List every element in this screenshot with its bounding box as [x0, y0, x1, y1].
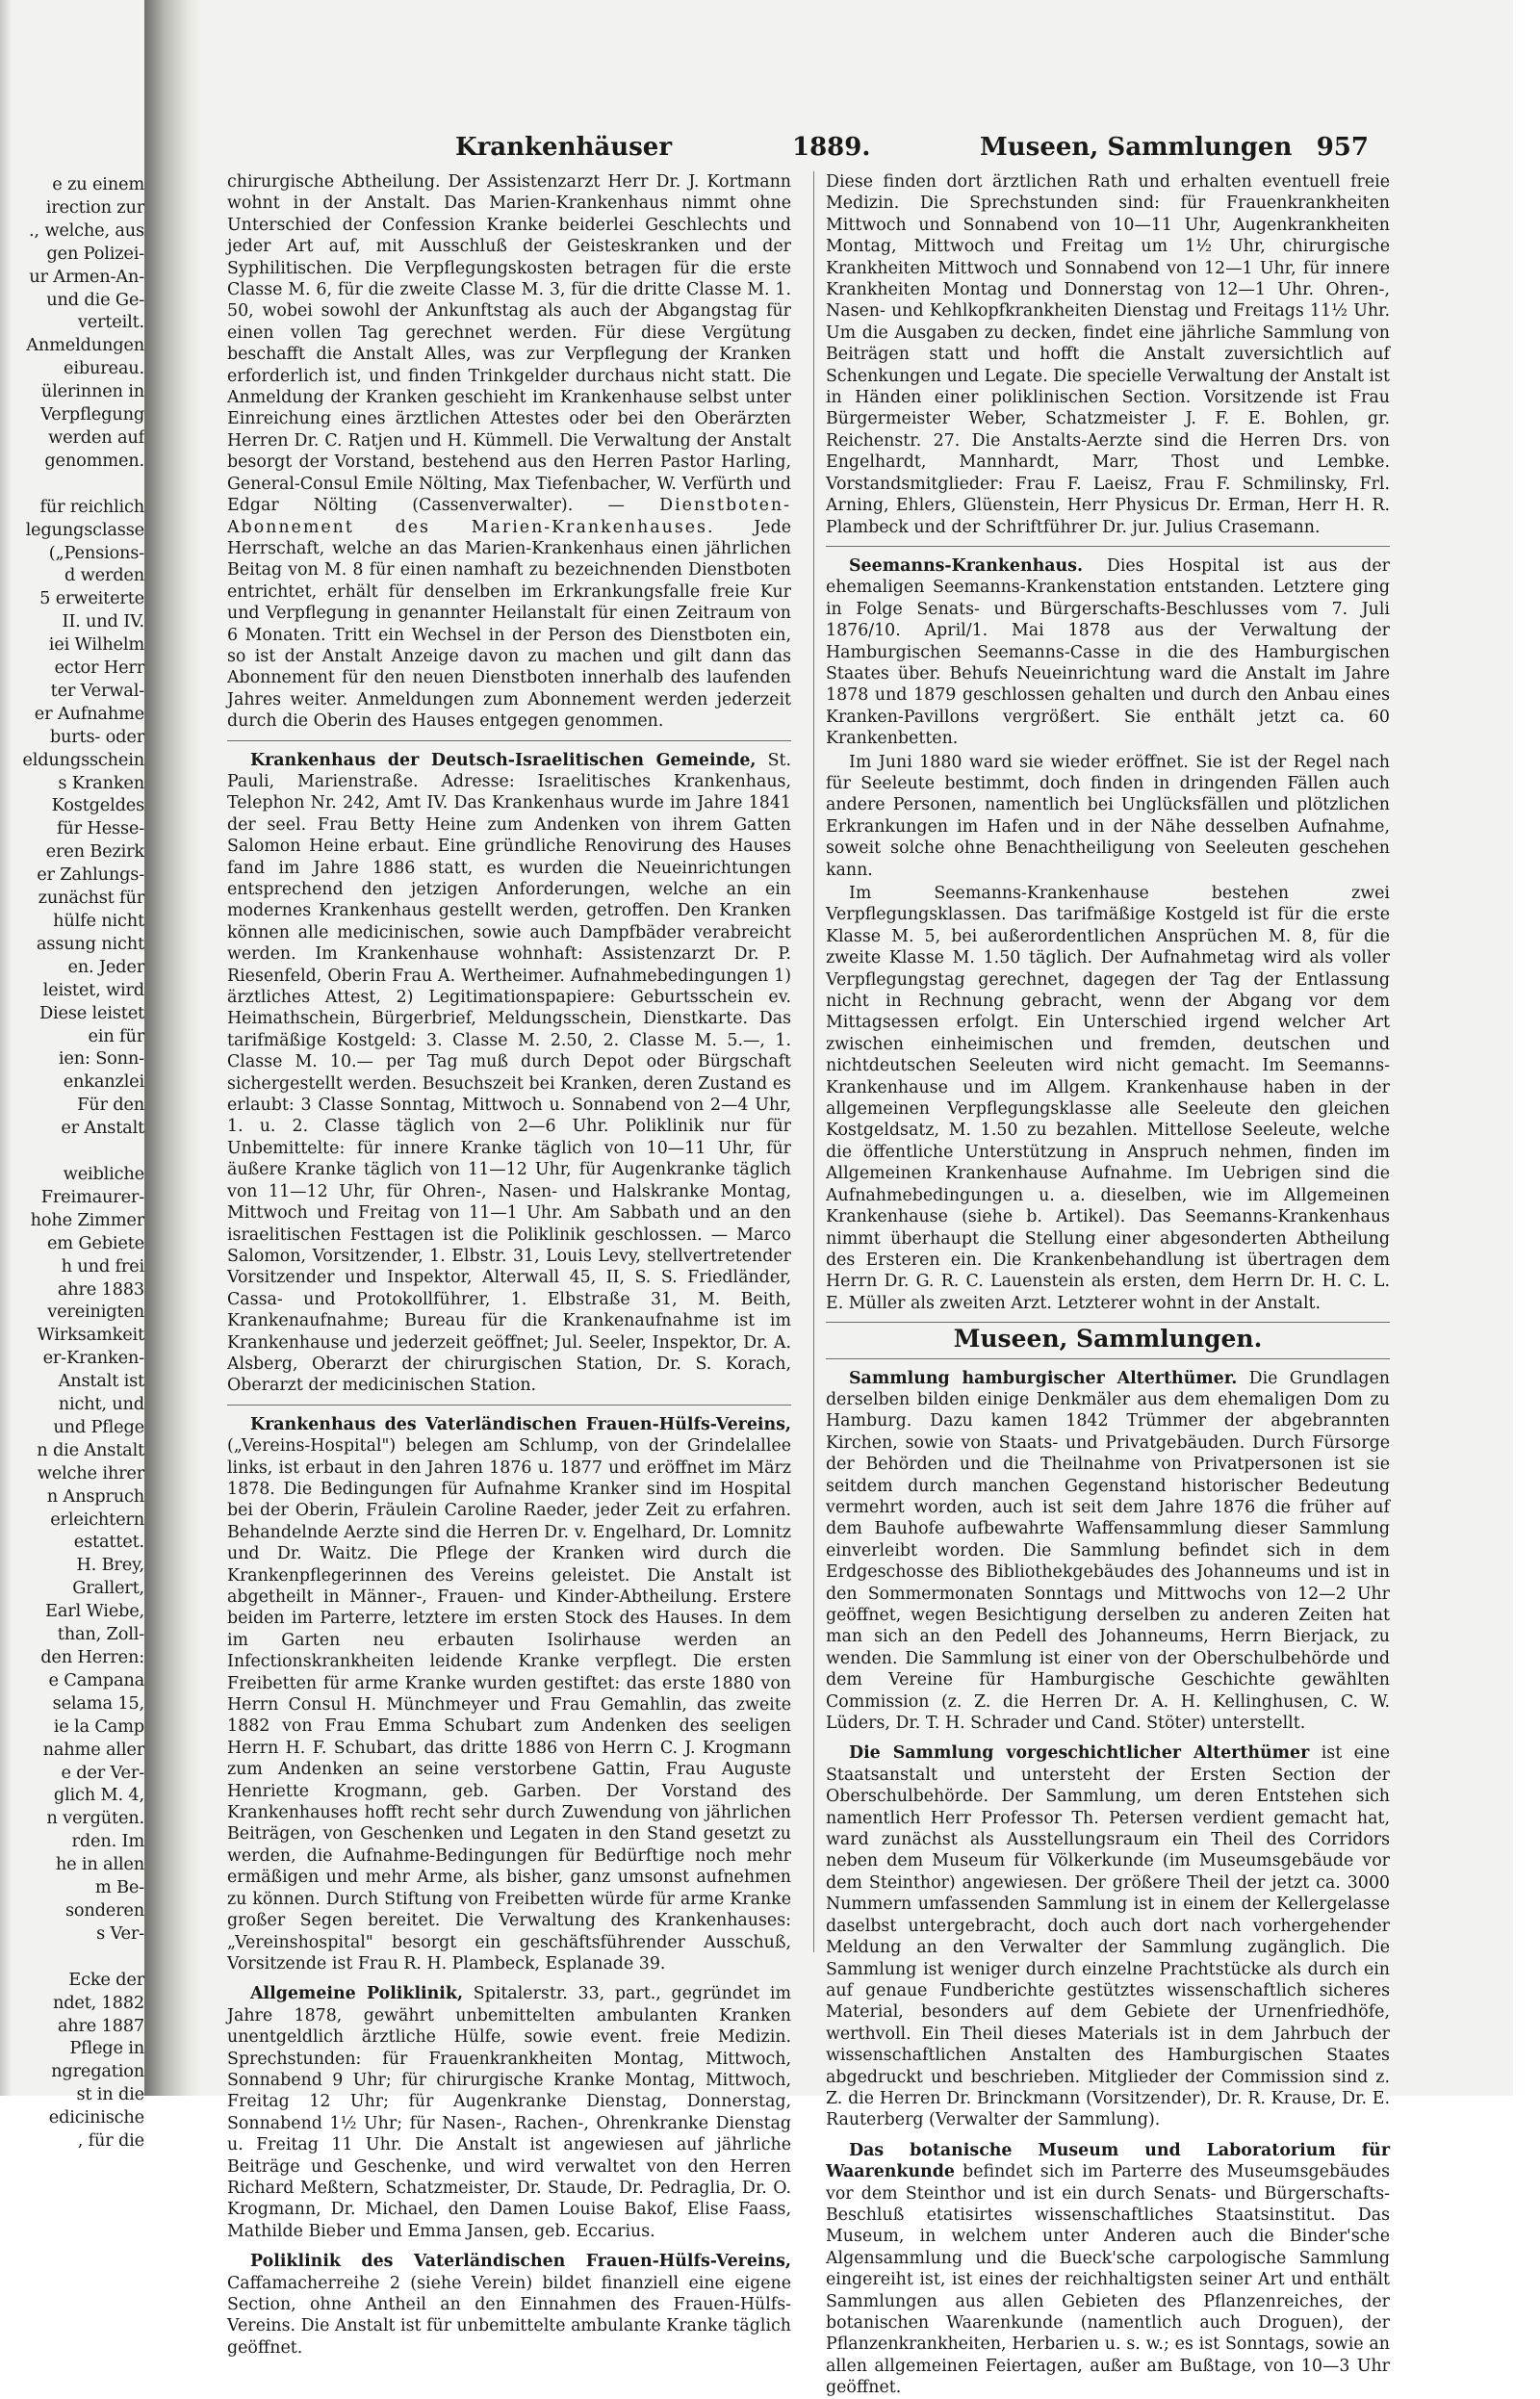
- previous-page-line: glich M. 4,: [53, 1785, 144, 1806]
- section-divider: [826, 1322, 1390, 1323]
- entry-text: Caffamacherreihe 2 (siehe Verein) bildet finanziell eine eigene Section, ohne Antheil an den Einnahmen des Frauen-Hülfs-Vereins. Die Anstalt ist für unbemittelte ambulante Kranke täglich geöffnet.: [227, 2273, 791, 2358]
- previous-page-line: leistet, wird: [42, 979, 144, 1000]
- previous-page-line: n Anspruch: [46, 1485, 144, 1507]
- entry-divider: [227, 740, 791, 741]
- header-year: 1889.: [792, 133, 871, 162]
- section-divider: [826, 1358, 1390, 1359]
- previous-page-line: he in allen: [55, 1854, 144, 1875]
- previous-page-line: st in die: [76, 2084, 144, 2105]
- previous-page-line: Wirksamkeit: [37, 1325, 144, 1346]
- previous-page-line: Freimaurer-: [40, 1186, 144, 1207]
- previous-page-line: edicinische: [48, 2107, 144, 2128]
- entry-heading: Poliklinik des Vaterländischen Frauen-Hülfs-Vereins,: [250, 2252, 791, 2272]
- previous-page-line: , für die: [77, 2130, 144, 2152]
- previous-page-line: er Anstalt: [61, 1118, 144, 1139]
- entry-marien-krankenhaus: [227, 171, 791, 733]
- previous-page-line: hülfe nicht: [53, 911, 144, 931]
- previous-page-line: Anmeldungen: [26, 335, 144, 356]
- previous-page-line: en. Jeder: [67, 956, 144, 977]
- entry-paragraph: Im Seemanns-Krankenhause bestehen zwei Verpflegungsklassen. Das tarifmäßige Kostgeld ist für die erste Klasse M. 5, bei außerordentlichen Ansprüchen M. 8, für die zweite Klasse M. 1.50 täglich. Der Aufnahmetag wird als voller Verpflegungstag gerechnet, dagegen der Tag der Entlassung nicht in Rechnung gebracht, wenn der Abgang vor dem Mittagsessen erfolgt. Ein Unterschied irgend welcher Art zwischen einheimischen und fremden, deutschen und nichtdeutschen Seeleuten wird nicht gemacht. Im Seemanns-Krankenhause und im Allgem. Krankenhause haben in der allgemeinen Verpflegungsklasse alle Seeleute den gleichen Kostgeldsatz, M. 1.50 zu bezahlen. Mittellose Seeleute, welche die öffentliche Unterstützung in Anspruch nehmen, finden im Allgemeinen Krankenhause Aufnahme. Im Uebrigen sind die Aufnahmebedingungen u. a. dieselben, wie im Allgemeinen Krankenhause (siehe b. Artikel). Das Seemanns-Krankenhaus nimmt überhaupt die Stellung einer abgesonderten Abtheilung des Ersteren ein. Die Krankenbehandlung ist übertragen dem Herrn Dr. G. R. C. Lauenstein als ersten, dem Herrn Dr. H. C. L. E. Müller als zweiten Arzt. Letzterer wohnt in der Anstalt.: [826, 884, 1390, 1313]
- entry-text: ist eine Staatsanstalt und untersteht der Ersten Section der Oberschulbehörde. Der Sammlung, um deren Entstehen sich namentlich Herr Professor Th. Petersen verdient gemacht hat, ward zunächst als Ausstellungsraum ein Theil des Corridors neben dem Museum für Völkerkunde (im Museumsgebäude vor dem Steinthor) angewiesen. Der größere Theil der jetzt ca. 3000 Nummern umfassenden Sammlung ist in einem der Kellergelasse daselbst untergebracht, doch auch dort nach vorhergehender Meldung an den Verwalter der Sammlung zugänglich. Die Sammlung ist weniger durch einzelne Prachtstücke als durch ein auf genaue Fundberichte gestütztes wissenschaftlich sicheres Material, besonders auf dem Gebiete der Urnenfriedhöfe, werthvoll. Ein Theil dieses Materials ist in dem Jahrbuch der wissenschaftlichen Anstalten des Hamburgischen Staates abgedruckt und beschrieben. Mitglieder der Commission sind z. Z. die Herren Dr. Brinckmann (Vorsitzender), Dr. R. Krause, Dr. E. Rauterberg (Verwalter der Sammlung).: [826, 1743, 1390, 2130]
- left-column: [227, 171, 791, 2358]
- entry-israelitisches-krankenhaus: [227, 750, 791, 1397]
- previous-page-line: ter Verwal-: [50, 680, 144, 701]
- previous-page-line: em Gebiete: [46, 1232, 144, 1253]
- previous-page-line: er-Kranken-: [42, 1348, 144, 1369]
- entry-text: chirurgische Abtheilung. Der Assistenzarzt Herr Dr. J. Kortmann wohnt in der Anstalt. Das Marien-Krankenhaus nimmt ohne Unterschied der Confession Kranke beiderlei Geschlechts und jeder Art auf, mit Ausschluß der Geisteskranken und der Syphilitischen. Die Verpflegungskosten betragen für die erste Classe M. 6, für die zweite Classe M. 3, für die dritte Classe M. 1. 50, wobei sowohl der Ankunftstag als auch der Abgangstag für einen vollen Tag gerechnet werden. Für diese Vergütung beschafft die Anstalt Alles, was zur Verpflegung der Kranken erforderlich ist, und finden Trinkgelder durchaus nicht statt. Die Anmeldung der Kranken geschieht im Krankenhause selbst unter Einreichung eines ärztlichen Attestes oder bei den Oberärzten Herren Dr. C. Ratjen und H. Kümmell. Die Verwaltung der Anstalt besorgt der Vorstand, bestehend aus den Herren Pastor Harling, General-Consul Emile Nölting, Max Tiefenbacher, W. Verfürth und Edgar Nölting (Cassenverwalter). —: [227, 172, 791, 516]
- right-column: [826, 171, 1390, 2398]
- previous-page-line: ngregation: [51, 2061, 144, 2082]
- previous-page-line: legungsclasse: [25, 519, 144, 540]
- entry-heading: Das botanische Museum und Laboratorium für Waarenkunde: [826, 2140, 1390, 2182]
- entry-allgemeine-poliklinik: [227, 1983, 791, 2242]
- previous-page-line: enkanzlei: [63, 1071, 144, 1093]
- column-rule: [813, 171, 814, 1952]
- entry-heading: Krankenhaus der Deutsch-Israelitischen Gemeinde,: [250, 750, 757, 770]
- previous-page-line: ahre 1883: [57, 1278, 144, 1300]
- entry-heading: Die Sammlung vorgeschichtlicher Alterthümer: [849, 1743, 1310, 1764]
- section-title-museen: Museen, Sammlungen.: [953, 1325, 1263, 1354]
- entry-text: befindet sich im Parterre des Museumsgebäudes vor dem Steinthor und ist ein durch Senats- und Bürgerschafts-Beschluß etatisirtes wissenschaftliches Staatsinstitut. Das Museum, in welchem unter Anderen auch die Binder'sche Algensammlung und die Bueck'sche carpologische Sammlung eingereiht ist, ist eines der reichhaltigsten seiner Art und enthält Sammlungen aus allen Gebieten des Pflanzenreiches, der botanischen Waarenkunde (namentlich auch Droguen), der Pflanzenkrankheiten, Herbarien u. s. w.; es ist Sonntags, sowie an allen allgemeinen Feiertagen, außer am Bußtage, von 10—3 Uhr geöffnet.: [826, 2162, 1390, 2398]
- entry-heading: Sammlung hamburgischer Alterthümer.: [849, 1368, 1238, 1388]
- previous-page-fragment: [10, 173, 144, 2152]
- previous-page-line: hohe Zimmer: [30, 1209, 144, 1230]
- previous-page-line: Anstalt ist: [58, 1371, 144, 1392]
- previous-page-line: Kostgeldes: [51, 795, 144, 816]
- running-header: [229, 133, 1369, 166]
- previous-page-line: verteilt.: [77, 312, 144, 333]
- previous-page-line: e Campana: [48, 1669, 144, 1690]
- previous-page-line: eren Bezirk: [45, 841, 144, 863]
- previous-page-line: eldungsschein: [22, 749, 144, 770]
- entry-botanisches-museum: [826, 2140, 1390, 2399]
- entry-paragraph: Im Juni 1880 ward sie wieder eröffnet. Sie ist der Regel nach für Seeleute bestimmt, doch finden in dringenden Fällen auch andere Personen, namentlich bei Unglücksfällen und plötzlichen Erkrankungen im Hafen und in der Nähe desselben Aufnahme, soweit solche ohne Benachtheiligung von Seeleuten geschehen kann.: [826, 752, 1390, 880]
- previous-page-line: n die Anstalt: [37, 1439, 144, 1460]
- previous-page-line: H. Brey,: [76, 1555, 144, 1576]
- previous-page-line: vereinigten: [47, 1302, 144, 1323]
- header-section-right: Museen, Sammlungen: [980, 133, 1293, 162]
- previous-page-line: nahme aller: [42, 1739, 144, 1760]
- previous-page-line: n vergüten.: [46, 1808, 144, 1829]
- previous-page-line: ahre 1887: [57, 2015, 144, 2036]
- previous-page-line: eibureau.: [64, 358, 144, 379]
- previous-page-line: zunächst für: [38, 888, 144, 909]
- previous-page-line: welche ihrer: [37, 1462, 144, 1483]
- entry-text: Jede Herrschaft, welche an das Marien-Krankenhaus einen jährlichen Beitag von M. 8 für einen namhaft zu bezeichnenden Dienstboten entrichtet, erhält für denselben im Erkrankungsfalle freie Kur und Verpflegung in genannter Heilanstalt für einen Zeitraum von 6 Monaten. Tritt ein Wechsel in der Person des Dienstboten ein, so ist der Anstalt Anzeige davon zu machen und gilt dann das Abonnement für den neuen Dienstboten innerhalb des laufenden Jahres weiter. Anmeldungen zum Abonnement werden jederzeit durch die Oberin des Hauses entgegen genommen.: [227, 517, 791, 732]
- entry-subheading: Dienstboten-Abonnement des Marien-Krankenhauses.: [227, 496, 791, 537]
- previous-page-line: selama 15,: [52, 1692, 144, 1714]
- entry-vereins-hospital: [227, 1414, 791, 1975]
- previous-page-line: d werden: [64, 565, 144, 586]
- entry-vorgeschichtliche-alterthuemer: [826, 1742, 1390, 2130]
- previous-page-line: gen Polizei-: [46, 243, 144, 264]
- previous-page-line: estattet.: [73, 1532, 144, 1553]
- previous-page-line: Für den: [77, 1095, 144, 1116]
- entry-text: Spitalerstr. 33, part., gegründet im Jahre 1878, gewährt unbemittelten ambulanten Kranken unentgeldlich ärztliche Hülfe, sowie event. freie Medizin. Sprechstunden: für Frauenkrankheiten Montag, Mittwoch, Sonnabend 9 Uhr; für chirurgische Kranke Montag, Mittwoch, Freitag 12 Uhr; für Augenkranke Dienstag, Donnerstag, Sonnabend 1½ Uhr; für Nasen-, Rachen-, Ohrenkranke Dienstag u. Freitag 11 Uhr. Die Anstalt ist angewiesen auf jährliche Beiträge und Geschenke, und wird verwaltet von den Herren Richard Meßtern, Schatzmeister, Dr. Staude, Dr. Pedraglia, Dr. O. Krogmann, Dr. Michael, den Damen Louise Bakof, Elise Faass, Mathilde Bieber und Emma Jansen, geb. Eccarius.: [227, 1984, 791, 2241]
- previous-page-line: ector Herr: [54, 658, 144, 679]
- entry-poliklinik-continued: [826, 171, 1390, 538]
- previous-page-line: than, Zoll-: [57, 1624, 144, 1645]
- previous-page-line: assung nicht: [36, 933, 144, 954]
- previous-page-line: [10, 1946, 144, 1969]
- entry-text: St. Pauli, Marienstraße. Adresse: Israelitisches Krankenhaus, Telephon Nr. 242, Amt IV. Das Krankenhaus wurde im Jahre 1841 der seel. Frau Betty Heine zum Andenken von ihrem Gatten Salomon Heine erbaut. Eine gründliche Renovirung des Hauses fand im Jahre 1886 statt, es wurden die Neueinrichtungen entsprechend den jetzigen Anforderungen, welche an ein modernes Krankenhaus gestellt werden, getroffen. Den Kranken können alle medicinischen, sowie auch Dampfbäder verabreicht werden. Im Krankenhause wohnhaft: Assistenzarzt Dr. P. Riesenfeld, Oberin Frau A. Wertheimer. Aufnahmebedingungen 1) ärztliches Attest, 2) Legitimationspapiere: Geburtsschein ev. Heimathschein, Bürgerbrief, Meldungsschein, Dienstkarte. Das tarifmäßige Kostgeld: 3. Classe M. 2.50, 2. Classe M. 5.—, 1. Classe M. 10.— per Tag muß durch Depot oder Bürgschaft sichergestellt werden. Besuchszeit bei Kranken, deren Zustand es erlaubt: 3 Classe Sonntag, Mittwoch u. Sonnabend von 2—4 Uhr, 1. u. 2. Classe täglich von 2—6 Uhr. Poliklinik nur für Unbemittelte: für innere Kranke täglich von 10—11 Uhr, für äußere Kranke täglich von 11—12 Uhr, für Augenkranke täglich von 11—12 Uhr, für Ohren-, Nasen- und Halskranke Montag, Mittwoch und Freitag von 11—1 Uhr. Am Sabbath und an den israelitischen Festtagen ist die Poliklinik geschlossen. — Marco Salomon, Vorsitzender, 1. Elbstr. 31, Louis Levy, stellvertretender Vorsitzender und Inspektor, Alterwall 45, II, S. S. Friedländer, Cassa- und Protokollführer, 1. Elbstraße 31, M. Beith, Krankenaufnahme; Bureau für die Krankenaufnahme ist im Krankenhause und jederzeit geöffnet; Jul. Seeler, Inspektor, Dr. A. Alsberg, Oberarzt der chirurgischen Station, Dr. S. Korach, Oberarzt der medicinischen Station.: [227, 750, 791, 1396]
- previous-page-line: iei Wilhelm: [48, 634, 144, 656]
- previous-page-line: und Pflege: [53, 1416, 144, 1437]
- previous-page-line: Diese leistet: [38, 1002, 144, 1023]
- previous-page-line: er Aufnahme: [34, 703, 144, 724]
- previous-page-line: irection zur: [45, 196, 144, 218]
- previous-page-line: sonderen: [64, 1899, 144, 1921]
- previous-page-line: ülerinnen in: [40, 381, 144, 402]
- entry-text: Dies Hospital ist aus der ehemaligen Seemanns-Krankenstation entstanden. Letztere ging in Folge Senats- und Bürgerschafts-Beschlusses vom 7. Juli 1876/10. April/1. Mai 1878 aus der Verwaltung der Hamburgischen Seemanns-Casse in die des Hamburgischen Staates über. Behufs Neueinrichtung ward die Anstalt im Jahre 1878 und 1879 geschlossen gehalten und durch den Anbau eines Kranken-Pavillons vergrößert. Sie enthält jetzt ca. 60 Krankenbetten.: [826, 555, 1390, 749]
- previous-page-line: ur Armen-An-: [29, 266, 144, 287]
- previous-page-line: ie la Camp: [53, 1715, 144, 1737]
- previous-page-line: II. und IV.: [62, 611, 144, 632]
- book-gutter-shadow: [144, 0, 202, 2096]
- entry-poliklinik-frauen-huelfs-verein: [227, 2251, 791, 2359]
- previous-page-line: er Zahlungs-: [37, 864, 144, 886]
- previous-page-line: erleichtern: [50, 1509, 144, 1530]
- previous-page-line: e der Ver-: [61, 1762, 144, 1783]
- entry-seemanns-krankenhaus: [826, 555, 1390, 750]
- previous-page-line: [10, 1140, 144, 1163]
- entry-text: („Vereins-Hospital") belegen am Schlump, von der Grindelallee links, ist erbaut in den Jahren 1876 u. 1877 und eröffnet im März 1878. Die Bedingungen für Aufnahme Kranker sind im Hospital bei der Oberin, Fräulein Caroline Raeder, jeder Zeit zu erfahren. Behandelnde Aerzte sind die Herren Dr. v. Engelhard, Dr. Lomnitz und Dr. Waitz. Die Pflege der Kranken wird durch die Krankenpflegerinnen des Vereins geleistet. Die Anstalt ist abgetheilt in Männer-, Frauen- und Kinder-Abtheilung. Erstere beiden im Parterre, letztere im ersten Stock des Hauses. In dem im Garten neu erbauten Isolirhause werden an Infectionskrankheiten leidende Kranke verpflegt. Die ersten Freibetten für arme Kranke wurden gestiftet: das erste 1880 von Herrn Consul H. Münchmeyer und Frau Gemahlin, das zweite 1882 von Frau Emma Schubart zum Andenken des seeligen Herrn H. F. Schubart, das dritte 1886 von Herrn C. J. Krogmann zum Andenken an seine verstorbene Gattin, Frau Auguste Henriette Krogmann, geb. Garben. Der Vorstand des Krankenhauses hofft recht sehr durch Zuwendung von jährlichen Beiträgen, von Geschenken und Legaten in den Stand gesetzt zu werden, die Aufnahme-Bedingungen für Bedürftige noch mehr ermäßigen und mehr Arme, als bisher, ganz umsonst aufnehmen zu können. Durch Stiftung von Freibetten würde für arme Kranke großer Segen bereitet. Die Verwaltung des Krankenhauses: „Vereinshospital" besorgt ein geschäftsführender Ausschuß, Vorsitzende ist Frau R. H. Plambeck, Esplanade 39.: [227, 1436, 791, 1973]
- previous-page-line: ien: Sonn-: [58, 1048, 144, 1070]
- previous-page-line: rden. Im: [71, 1831, 144, 1852]
- entry-divider: [227, 1405, 791, 1406]
- previous-page-line: den Herren:: [40, 1647, 144, 1667]
- scan-margin: [1513, 0, 1540, 2096]
- previous-page-line: und die Ge-: [46, 289, 144, 310]
- previous-page-line: weibliche: [63, 1163, 144, 1184]
- previous-page-line: für reichlich: [39, 496, 144, 517]
- previous-page-line: h und frei: [61, 1255, 144, 1277]
- entry-heading: Seemanns-Krankenhaus.: [849, 555, 1084, 576]
- previous-page-line: m Be-: [94, 1877, 144, 1898]
- previous-page-line: werden auf: [48, 426, 144, 448]
- previous-page-line: ein für: [88, 1025, 144, 1046]
- entry-divider: [826, 546, 1390, 547]
- previous-page-line: genommen.: [44, 450, 144, 471]
- entry-text: Diese finden dort ärztlichen Rath und erhalten eventuell freie Medizin. Die Sprechstunden sind: für Frauenkrankheiten Mittwoch und Sonnabend von 10—11 Uhr, Augenkrankheiten Montag, Mittwoch und Freitag um 1½ Uhr, chirurgische Krankheiten Mittwoch und Sonnabend von 12—1 Uhr, für innere Krankheiten Montag und Donnerstag von 12—1 Uhr. Ohren-, Nasen- und Kehlkopfkrankheiten Dienstag und Freitags 11½ Uhr. Um die Ausgaben zu decken, findet eine jährliche Sammlung von Beiträgen statt und hofft die Anstalt zuversichtlich auf Schenkungen und Legate. Die specielle Verwaltung der Anstalt ist in Händen einer poliklinischen Section. Vorsitzende ist Frau Bürgermeister Weber, Schatzmeister J. F. E. Bohlen, gr. Reichenstr. 27. Die Anstalts-Aerzte sind die Herren Drs. von Engelhardt, Mannhardt, Marr, Thost und Lembke. Vorstandsmitglieder: Frau F. Laeisz, Frau F. Schmilinsky, Frl. Arning, Ehlers, Glüenstein, Herr Physicus Dr. Erman, Herr H. R. Plambeck und der Schriftführer Dr. jur. Julius Crasemann.: [826, 172, 1390, 537]
- previous-page-line: [10, 473, 144, 496]
- previous-page-line: („Pensions-: [48, 542, 144, 563]
- previous-page-line: Earl Wiebe,: [45, 1601, 144, 1622]
- previous-page-line: burts- oder: [49, 726, 144, 747]
- previous-page-line: Ecke der: [68, 1969, 144, 1990]
- header-section-left: Krankenhäuser: [455, 133, 673, 162]
- entry-heading: Allgemeine Poliklinik,: [250, 1984, 464, 2004]
- previous-page-line: ., welche, aus: [28, 219, 144, 241]
- previous-page-line: nicht, und: [58, 1394, 144, 1415]
- previous-page-line: e zu einem: [52, 174, 144, 194]
- previous-page-line: Verpflegung: [40, 404, 144, 426]
- previous-page-line: für Hesse-: [57, 818, 144, 839]
- entry-text: Die Grundlagen derselben bilden einige Denkmäler aus dem ehemaligen Dom zu Hamburg. Dazu kamen 1842 Trümmer der abgebrannten Kirchen, sowie von Staats- und Privatgebäuden. Durch Fürsorge der Behörden und die Theilnahme von Privatpersonen ist sie seitdem durch manchen Gegenstand historischer Bedeutung vermehrt worden, auch ist seit dem Jahre 1876 die früher auf dem Bauhofe aufbewahrte Waffensammlung dieser Sammlung einverleibt worden. Die Sammlung befindet sich in dem Erdgeschosse des Bibliothekgebäudes des Johanneums und ist in den Sommermonaten Sonntags und Mittwochs von 12—2 Uhr geöffnet, wegen Besichtigung derselben zu anderen Zeiten hat man sich an den Pedell des Johanneums, Herrn Bierjack, zu wenden. Die Sammlung ist einer von der Oberschulbehörde und dem Vereine für Hamburgische Geschichte gewählten Commission (z. Z. die Herren Dr. A. H. Kellinghusen, C. W. Lüders, Dr. T. H. Schrader und Cand. Stöter) unterstellt.: [826, 1368, 1390, 1734]
- previous-page-line: s Kranken: [58, 772, 144, 793]
- entry-heading: Krankenhaus des Vaterländischen Frauen-Hülfs-Vereins,: [250, 1414, 791, 1434]
- previous-page-line: Grallert,: [72, 1578, 144, 1599]
- previous-page-line: Pflege in: [69, 2038, 144, 2059]
- previous-page-line: ndet, 1882: [52, 1992, 144, 2013]
- previous-page-line: 5 erweiterte: [39, 588, 144, 609]
- previous-page-line: s Ver-: [96, 1922, 144, 1944]
- page-number: 957: [1316, 133, 1369, 162]
- entry-sammlung-hamburgischer-alterthuemer: [826, 1368, 1390, 1735]
